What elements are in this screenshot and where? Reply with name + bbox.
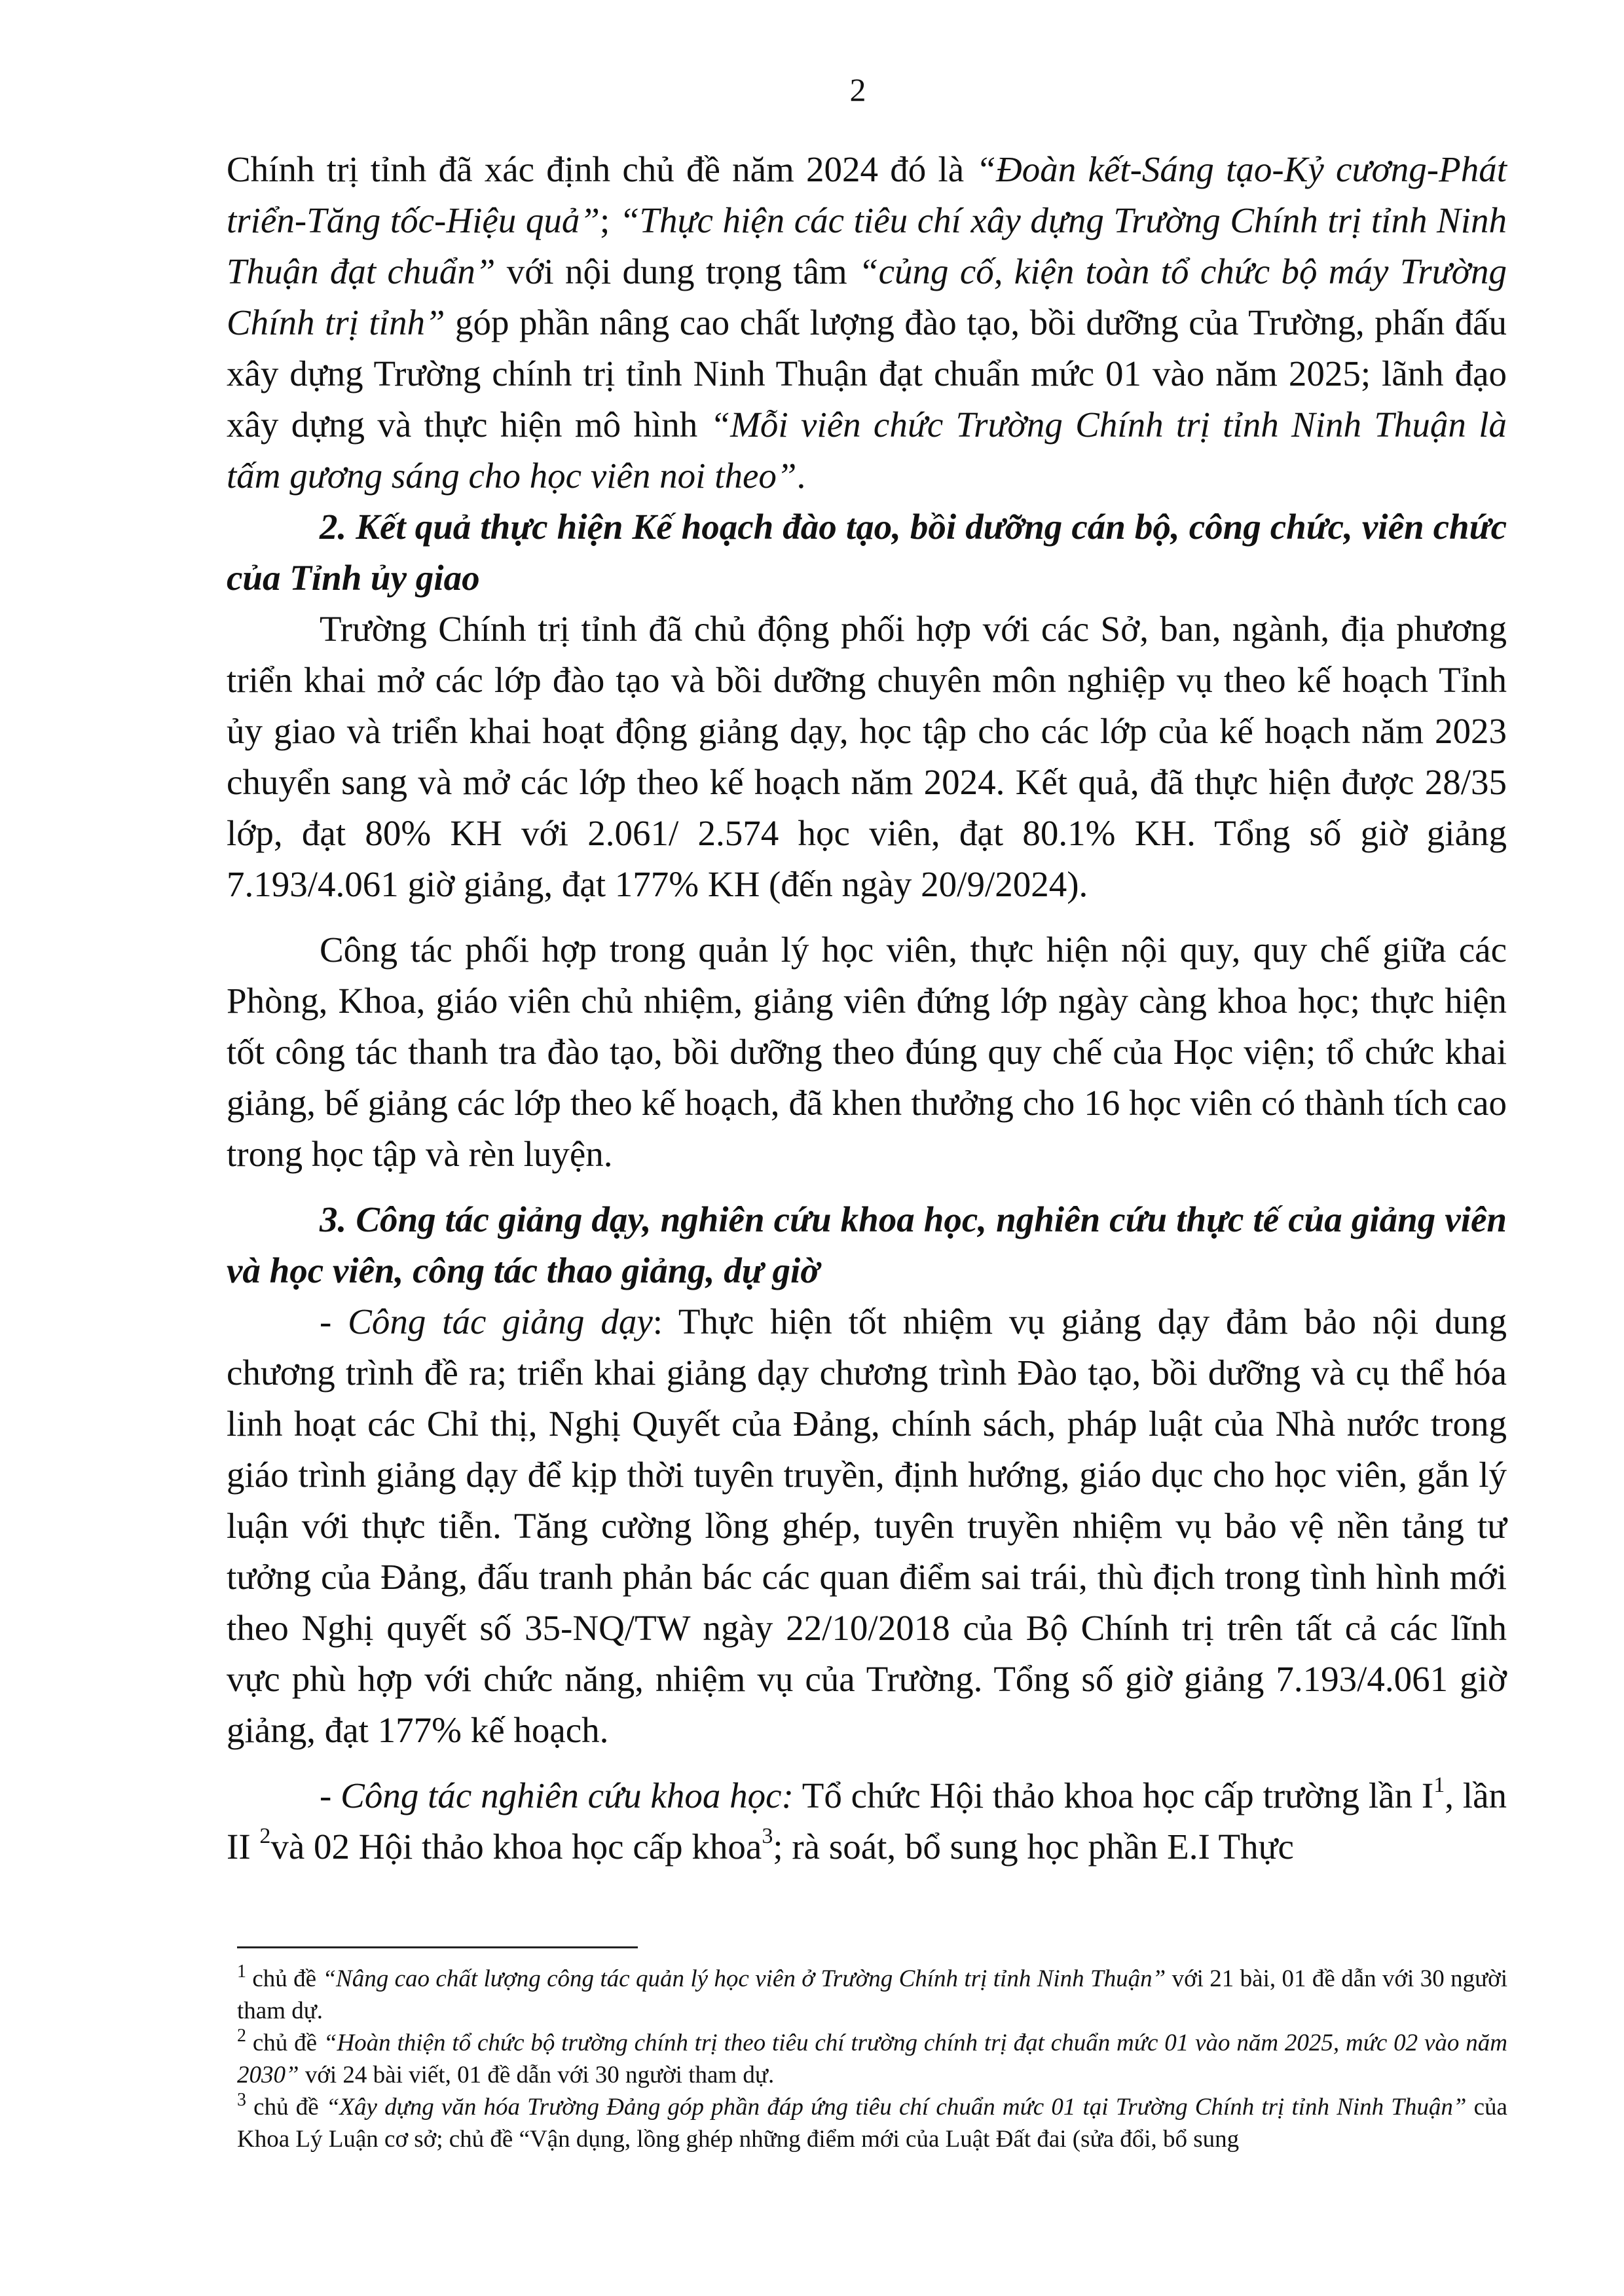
footnote-mark: 1 <box>237 1961 246 1982</box>
section-heading-2: 2. Kết quả thực hiện Kế hoạch đào tạo, bồi dưỡng cán bộ, công chức, viên chức của Tỉnh ủy giao <box>227 507 1507 598</box>
text-run: : Thực hiện tốt nhiệm vụ giảng dạy đảm bảo nội dung chương trình đề ra; triển khai giảng dạy chương trình Đào tạo, bồi dưỡng và cụ thể hóa linh hoạt các Chỉ thị, Nghị Quyết của Đảng, chính sách, pháp luật của Nhà nước trong giáo trình giảng dạy để kịp thời tuyên truyền, định hướng, giáo dục cho học viên, gắn lý luận với thực tiễn. Tăng cường lồng ghép, tuyên truyền nhiệm vụ bảo vệ nền tảng tư tưởng của Đảng, đấu tranh phản bác các quan điểm sai trái, thù địch trong tình hình mới theo Nghị quyết số 35-NQ/TW ngày 22/10/2018 của Bộ Chính trị trên tất cả các lĩnh vực phù hợp với chức năng, nhiệm vụ của Trường. Tổng số giờ giảng 7.193/4.061 giờ giảng, đạt 177% kế hoạch. <box>227 1302 1507 1750</box>
text-run: góp phần nâng cao chất lượng đào tạo, bồi dưỡng của Trường, phấn đấu xây dựng Trường chính trị tỉnh Ninh Thuận đạt chuẩn mức 01 vào năm 2025; lãnh đạo xây dựng và thực hiện mô hình <box>227 302 1507 445</box>
footnote-2 <box>237 2027 1507 2091</box>
text-run: Tổ chức Hội thảo khoa học cấp trường lần I <box>793 1776 1434 1815</box>
paragraph-intro <box>227 144 1507 501</box>
quote-theme-2024: “Đoàn kết-Sáng tạo-Kỷ cương-Phát triển-Tăng tốc-Hiệu quả” <box>227 149 1507 240</box>
paragraph-training-results: Trường Chính trị tỉnh đã chủ động phối hợp với các Sở, ban, ngành, địa phương triển khai mở các lớp đào tạo và bồi dưỡng chuyên môn nghiệp vụ theo kế hoạch Tỉnh ủy giao và triển khai hoạt động giảng dạy, học tập cho các lớp của kế hoạch năm 2023 chuyển sang và mở các lớp theo kế hoạch năm 2024. Kết quả, đã thực hiện được 28/35 lớp, đạt 80% KH với 2.061/ 2.574 học viên, đạt 80.1% KH. Tổng số giờ giảng 7.193/4.061 giờ giảng, đạt 177% KH (đến ngày 20/9/2024). <box>227 609 1507 904</box>
footnote-divider <box>237 1946 638 1948</box>
page-number: 2 <box>849 71 866 108</box>
text-run: với nội dung trọng tâm <box>495 251 859 291</box>
text-run: ; <box>599 200 619 240</box>
text-run: với 21 bài, 01 đề dẫn với 30 người tham dự. <box>237 1965 1507 2024</box>
quote-focus: “củng cố, kiện toàn tổ chức bộ máy Trường Chính trị tỉnh” <box>227 251 1507 342</box>
paragraph-teaching <box>227 1296 1507 1756</box>
quote-standard-criteria: “Thực hiện các tiêu chí xây dựng Trường Chính trị tỉnh Ninh Thuận đạt chuẩn” <box>227 200 1507 291</box>
footnotes <box>237 1963 1507 2155</box>
section-heading-3: 3. Công tác giảng dạy, nghiên cứu khoa học, nghiên cứu thực tế của giảng viên và học viên, công tác thao giảng, dự giờ <box>227 1199 1507 1290</box>
text-run: chủ đề <box>246 2030 323 2056</box>
text-run: Chính trị tỉnh đã xác định chủ đề năm 2024 đó là <box>227 149 976 189</box>
research-lead: - Công tác nghiên cứu khoa học: <box>320 1776 794 1815</box>
text-run: với 24 bài viết, 01 đề dẫn với 30 người tham dự. <box>299 2062 775 2088</box>
footnote-ref-2[interactable]: 2 <box>259 1824 271 1848</box>
teaching-lead: - Công tác giảng dạy <box>320 1302 653 1341</box>
paragraph-research <box>227 1770 1507 1872</box>
footnote-mark: 2 <box>237 2026 246 2046</box>
paragraph-coordination: Công tác phối hợp trong quản lý học viên, thực hiện nội quy, quy chế giữa các Phòng, Khoa, giáo viên chủ nhiệm, giảng viên đứng lớp ngày càng khoa học; thực hiện tốt công tác thanh tra đào tạo, bồi dưỡng theo đúng quy chế của Học viện; tổ chức khai giảng, bế giảng các lớp theo kế hoạch, đã khen thưởng cho 16 học viên có thành tích cao trong học tập và rèn luyện. <box>227 930 1507 1174</box>
body-text <box>227 144 1507 1872</box>
footnote-title: “Nâng cao chất lượng công tác quản lý học viên ở Trường Chính trị tỉnh Ninh Thuận” <box>322 1965 1166 1992</box>
footnote-title: “Hoàn thiện tổ chức bộ trường chính trị theo tiêu chí trường chính trị đạt chuẩn mức 01 vào năm 2025, mức 02 vào năm 2030” <box>237 2030 1507 2088</box>
footnote-1 <box>237 1963 1507 2027</box>
footnote-title: “Xây dựng văn hóa Trường Đảng góp phần đáp ứng tiêu chí chuẩn mức 01 tại Trường Chính trị tỉnh Ninh Thuận” <box>325 2094 1467 2121</box>
text-run: , lần II <box>227 1776 1507 1867</box>
text-run: chủ đề <box>246 1965 323 1992</box>
text-run: và 02 Hội thảo khoa học cấp khoa <box>270 1827 762 1867</box>
footnote-mark: 3 <box>237 2090 246 2110</box>
text-run: ; rà soát, bổ sung học phần E.I Thực <box>773 1827 1294 1867</box>
quote-model: “Mỗi viên chức Trường Chính trị tỉnh Ninh Thuận là tấm gương sáng cho học viên noi theo” <box>227 405 1507 496</box>
footnote-ref-3[interactable]: 3 <box>762 1824 773 1848</box>
footnote-3 <box>237 2091 1507 2155</box>
text-run: của Khoa Lý Luận cơ sở; chủ đề “Vận dụng, lồng ghép những điểm mới của Luật Đất đai (sửa đổi, bổ sung <box>237 2094 1507 2153</box>
text-run: chủ đề <box>246 2094 326 2121</box>
text-run: . <box>796 456 806 496</box>
footnote-ref-1[interactable]: 1 <box>1433 1773 1445 1797</box>
